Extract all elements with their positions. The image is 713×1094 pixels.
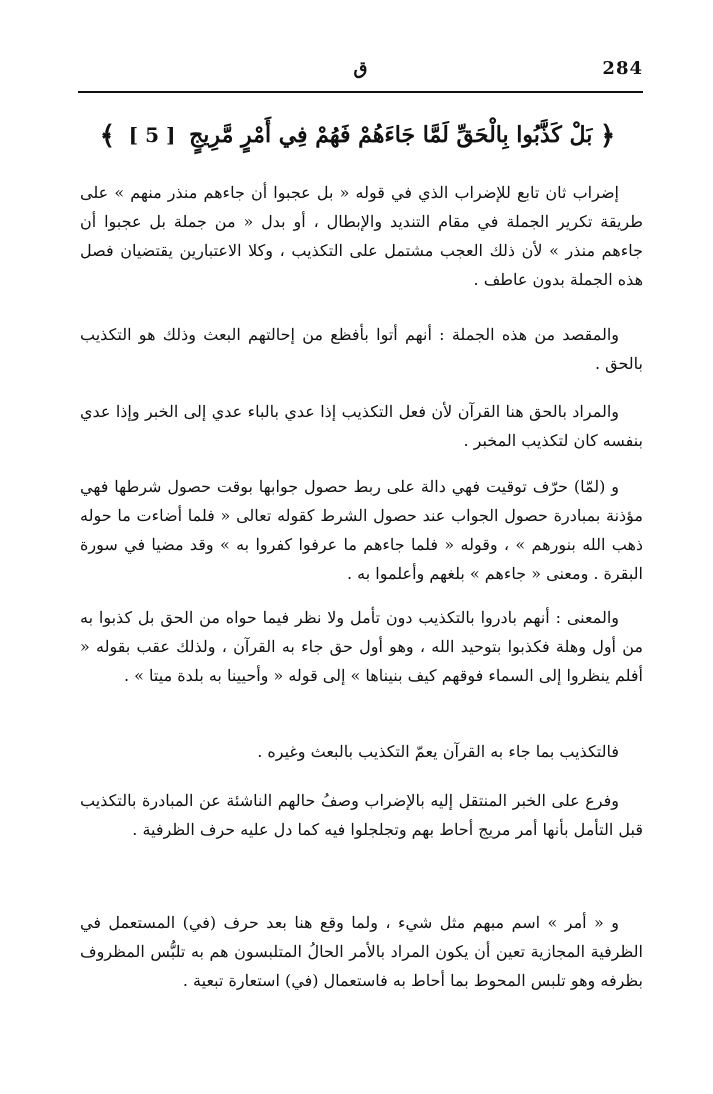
commentary-paragraph: فالتكذيب بما جاء به القرآن يعمّ التكذيب بالبعث وغيره . <box>257 742 619 761</box>
page-header <box>78 58 643 86</box>
surah-name: ق <box>353 58 368 79</box>
commentary-paragraph: و « أمر » اسم مبهم مثل شيء ، ولما وقع هنا بعد حرف (في) المستعمل في الظرفية المجازية تعين أن يكون المراد بالأمر الحالُ المتلبسون هم به تلبُّس المظروف بظرفه وهو تلبس المحوط بما أحاط به فاستعمال (في) استعارة تبعية . <box>80 913 643 990</box>
ornament-open-icon: ﴿ <box>600 121 616 151</box>
commentary-paragraph: وفرع على الخبر المنتقل إليه بالإضراب وصفُ حالهم الناشئة عن المبادرة بالتكذيب قبل التأمل بأنها أمر مريج أحاط بهم وتجلجلوا فيه كما دل عليه حرف الظرفية . <box>80 791 643 839</box>
verse-text: بَلْ كَذَّبُوا بِالْحَقِّ لَمَّا جَاءَهُمْ فَهُمْ فِي أَمْرٍ مَّرِيجٍ <box>189 122 593 148</box>
commentary-paragraph: والمراد بالحق هنا القرآن لأن فعل التكذيب إذا عدي بالباء عدي إلى الخبر وإذا عدي بنفسه كان لتكذيب المخبر . <box>80 402 643 450</box>
ornament-close-icon: ﴾ <box>99 121 115 151</box>
commentary-paragraph: و (لمّا) حرّف توقيت فهي دالة على ربط حصول جوابها بوقت حصول شرطها فهي مؤذنة بمبادرة حصول الجواب عند حصول الشرط كقوله تعالى « فلما أضاءت ما حوله ذهب الله بنورهم » ، وقوله « فلما جاءهم ما عرفوا كفروا به » وقد مضيا في سورة البقرة . ومعنى « جاءهم » بلغهم وأعلموا به . <box>80 477 643 583</box>
quran-verse <box>60 110 655 160</box>
commentary-paragraph: إضراب ثان تابع للإضراب الذي في قوله « بل عجبوا أن جاءهم منذر منهم » على طريقة تكرير الجملة في مقام التنديد والإبطال ، أو بدل « من جملة بل عجبوا أن جاءهم منذر » لأن ذلك العجب مشتمل على التكذيب ، وكلا الاعتبارين يقتضيان فصل هذه الجملة بدون عاطف . <box>80 183 643 289</box>
page-number: 284 <box>602 58 643 79</box>
commentary-paragraph: والمقصد من هذه الجملة : أنهم أتوا بأفظع من إحالتهم البعث وذلك هو التكذيب بالحق . <box>80 325 643 373</box>
header-divider <box>78 91 643 93</box>
verse-number: [ 5 ] <box>128 123 176 147</box>
commentary-paragraph: والمعنى : أنهم بادروا بالتكذيب دون تأمل ولا نظر فيما حواه من الحق بل كذبوا به من أول وهلة فكذبوا بتوحيد الله ، وهو أول حق جاء به القرآن ، ولذلك عقب بقوله « أفلم ينظروا إلى السماء فوقهم كيف بنيناها » إلى قوله « وأحيينا به بلدة ميتا » . <box>80 608 643 685</box>
